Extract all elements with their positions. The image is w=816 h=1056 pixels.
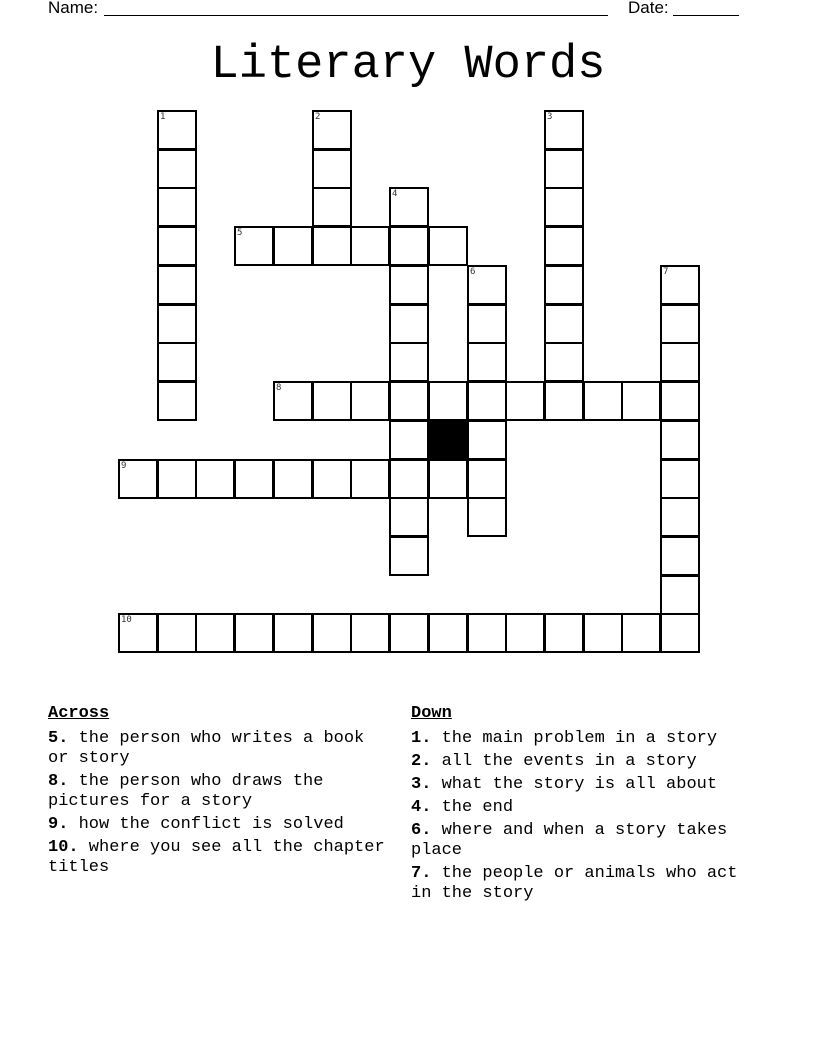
clue-number: 4 <box>392 189 398 199</box>
grid-cell[interactable] <box>389 187 429 227</box>
down-clue <box>411 729 756 749</box>
down-heading: Down <box>411 704 452 723</box>
grid-cell[interactable] <box>157 342 197 382</box>
grid-cell[interactable] <box>660 575 700 615</box>
clue-number-label: 10. <box>48 838 79 857</box>
grid-cell[interactable] <box>389 420 429 460</box>
grid-cell[interactable] <box>544 226 584 266</box>
grid-cell[interactable] <box>544 381 584 421</box>
down-clues <box>411 703 756 907</box>
grid-cell[interactable] <box>660 265 700 305</box>
grid-cell[interactable] <box>544 110 584 150</box>
grid-cell[interactable] <box>544 149 584 189</box>
across-clue <box>48 815 393 835</box>
down-clue <box>411 864 756 904</box>
grid-cell[interactable] <box>583 381 623 421</box>
grid-cell[interactable] <box>312 226 352 266</box>
grid-cell[interactable] <box>389 459 429 499</box>
clue-number: 10 <box>121 615 132 625</box>
grid-cell[interactable] <box>273 459 313 499</box>
clue-number-label: 3. <box>411 775 432 794</box>
grid-cell[interactable] <box>312 149 352 189</box>
across-clues <box>48 703 393 881</box>
clue-text: how the conflict is solved <box>68 815 344 834</box>
grid-cell[interactable] <box>350 459 390 499</box>
grid-cell[interactable] <box>428 381 468 421</box>
grid-cell[interactable] <box>467 381 507 421</box>
clue-number: 6 <box>470 267 476 277</box>
grid-cell[interactable] <box>312 110 352 150</box>
grid-cell[interactable] <box>389 497 429 537</box>
grid-cell[interactable] <box>505 381 545 421</box>
grid-cell[interactable] <box>389 342 429 382</box>
down-clue <box>411 798 756 818</box>
grid-cell[interactable] <box>467 459 507 499</box>
grid-cell[interactable] <box>389 226 429 266</box>
grid-cell[interactable] <box>428 226 468 266</box>
clue-number-label: 7. <box>411 864 432 883</box>
clue-text: the people or animals who act in the story <box>411 864 738 903</box>
grid-cell[interactable] <box>312 459 352 499</box>
across-clue-list <box>48 729 393 878</box>
grid-cell[interactable] <box>273 613 313 653</box>
grid-cell[interactable] <box>544 342 584 382</box>
clue-number-label: 9. <box>48 815 69 834</box>
grid-cell[interactable] <box>428 459 468 499</box>
across-clue <box>48 729 393 769</box>
grid-cell[interactable] <box>234 613 274 653</box>
grid-cell[interactable] <box>389 304 429 344</box>
grid-cell[interactable] <box>467 497 507 537</box>
grid-cell[interactable] <box>621 613 661 653</box>
clue-number: 3 <box>547 112 553 122</box>
grid-cell[interactable] <box>157 110 197 150</box>
grid-cell[interactable] <box>273 226 313 266</box>
clue-number-label: 5. <box>48 729 69 748</box>
grid-cell[interactable] <box>350 613 390 653</box>
grid-cell[interactable] <box>312 381 352 421</box>
clue-text: where and when a story takes place <box>411 821 728 860</box>
grid-cell[interactable] <box>350 226 390 266</box>
grid-cell[interactable] <box>660 613 700 653</box>
grid-cell[interactable] <box>157 459 197 499</box>
clue-number-label: 2. <box>411 752 432 771</box>
grid-cell[interactable] <box>234 459 274 499</box>
down-clue <box>411 752 756 772</box>
name-label: Name: <box>48 0 99 17</box>
page-title: Literary Words <box>210 39 606 92</box>
clue-text: the person who writes a book or story <box>48 729 365 768</box>
clue-text: all the events in a story <box>431 752 697 771</box>
clue-number-label: 4. <box>411 798 432 817</box>
grid-cell[interactable] <box>660 420 700 460</box>
grid-cell[interactable] <box>660 536 700 576</box>
grid-cell[interactable] <box>118 459 158 499</box>
grid-cell[interactable] <box>544 187 584 227</box>
grid-cell[interactable] <box>389 613 429 653</box>
grid-cell[interactable] <box>157 187 197 227</box>
grid-cell[interactable] <box>312 187 352 227</box>
grid-cell[interactable] <box>544 265 584 305</box>
grid-cell[interactable] <box>157 304 197 344</box>
grid-cell[interactable] <box>195 459 235 499</box>
clue-text: where you see all the chapter titles <box>48 838 385 877</box>
grid-cell[interactable] <box>389 265 429 305</box>
grid-cell[interactable] <box>660 342 700 382</box>
grid-cell[interactable] <box>505 613 545 653</box>
grid-cell[interactable] <box>195 613 235 653</box>
across-clue <box>48 772 393 812</box>
shaded-cell <box>428 420 468 460</box>
clue-number: 2 <box>315 112 321 122</box>
date-label: Date: <box>628 0 669 17</box>
grid-cell[interactable] <box>660 381 700 421</box>
grid-cell[interactable] <box>467 265 507 305</box>
clue-number: 7 <box>663 267 669 277</box>
across-clue <box>48 838 393 878</box>
clue-number: 5 <box>237 228 243 238</box>
clue-number: 8 <box>276 383 282 393</box>
clue-number: 9 <box>121 461 127 471</box>
grid-cell[interactable] <box>157 149 197 189</box>
grid-cell[interactable] <box>389 536 429 576</box>
clue-number: 1 <box>160 112 166 122</box>
down-clue <box>411 775 756 795</box>
down-clue <box>411 821 756 861</box>
clue-text: what the story is all about <box>431 775 718 794</box>
grid-cell[interactable] <box>157 226 197 266</box>
clue-number-label: 1. <box>411 729 432 748</box>
grid-cell[interactable] <box>621 381 661 421</box>
grid-cell[interactable] <box>660 304 700 344</box>
grid-cell[interactable] <box>544 613 584 653</box>
grid-cell[interactable] <box>660 497 700 537</box>
grid-cell[interactable] <box>467 613 507 653</box>
clue-text: the end <box>431 798 514 817</box>
grid-cell[interactable] <box>428 613 468 653</box>
grid-cell[interactable] <box>234 226 274 266</box>
clue-text: the person who draws the pictures for a story <box>48 772 324 811</box>
clue-number-label: 8. <box>48 772 69 791</box>
grid-cell[interactable] <box>157 265 197 305</box>
grid-cell[interactable] <box>350 381 390 421</box>
grid-cell[interactable] <box>467 342 507 382</box>
grid-cell[interactable] <box>157 381 197 421</box>
grid-cell[interactable] <box>118 613 158 653</box>
down-clue-list <box>411 729 756 904</box>
grid-cell[interactable] <box>157 613 197 653</box>
grid-cell[interactable] <box>467 420 507 460</box>
clue-number-label: 6. <box>411 821 432 840</box>
grid-cell[interactable] <box>273 381 313 421</box>
grid-cell[interactable] <box>660 459 700 499</box>
grid-cell[interactable] <box>583 613 623 653</box>
grid-cell[interactable] <box>544 304 584 344</box>
across-heading: Across <box>48 704 110 723</box>
grid-cell[interactable] <box>312 613 352 653</box>
grid-cell[interactable] <box>467 304 507 344</box>
clue-text: the main problem in a story <box>431 729 718 748</box>
grid-cell[interactable] <box>389 381 429 421</box>
